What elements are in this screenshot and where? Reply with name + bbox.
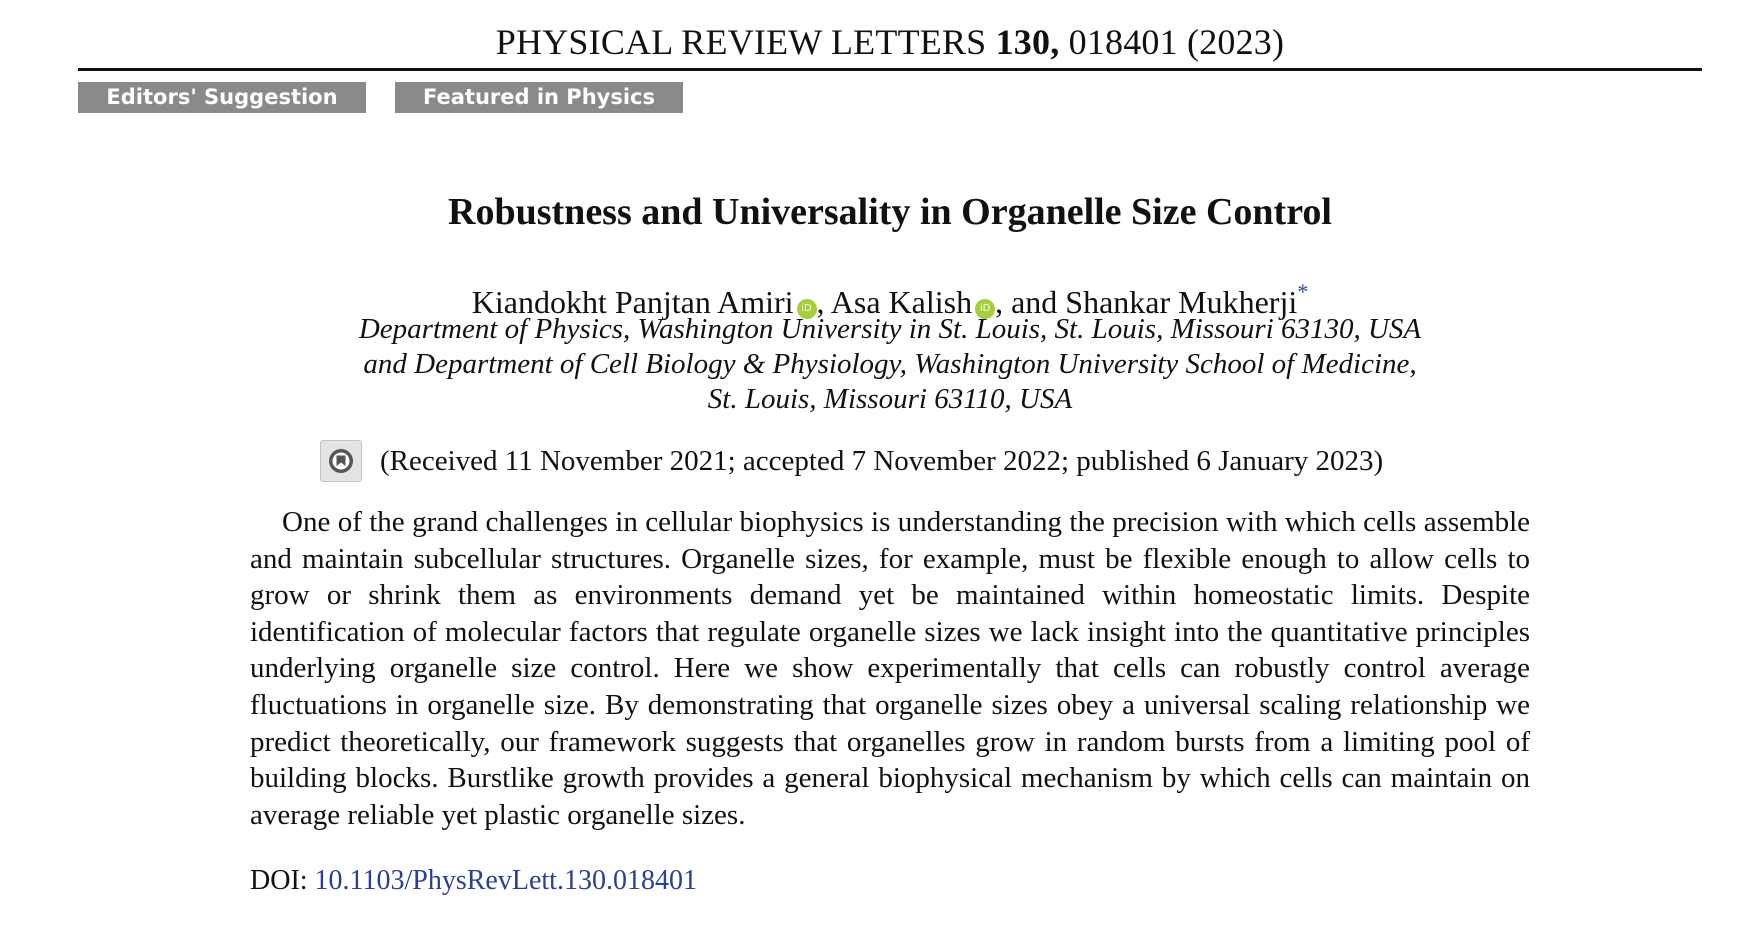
journal-header — [78, 22, 1702, 62]
crossmark-icon[interactable] — [320, 440, 362, 482]
received-text: (Received 11 November 2021; accepted 7 November 2022; published 6 January 2023) — [380, 445, 1384, 477]
orcid-icon[interactable]: iD — [975, 299, 995, 319]
affiliation-line: Department of Physics, Washington University in St. Louis, St. Louis, Missouri 63130, USA — [358, 313, 1422, 345]
received-dates — [320, 440, 1520, 482]
author-name[interactable]: Kiandokht Panjtan Amiri — [471, 284, 794, 320]
doi-label: DOI: — [250, 865, 308, 896]
orcid-icon[interactable]: iD — [797, 299, 817, 319]
doi-link[interactable]: 10.1103/PhysRevLett.130.018401 — [314, 865, 697, 896]
abstract: One of the grand challenges in cellular biophysics is understanding the precision with which cells assemble and maintain subcellular structures. Organelle sizes, for example, must be flexible enough to allow cells to grow or shrink them as environments demand yet be maintained within homeostatic limits. Despite identification of molecular factors that regulate organelle sizes we lack insight into the quantitative principles underlying organelle size control. Here we show experimentally that cells can robustly control average fluctuations in organelle size. By demonstrating that organelle sizes obey a universal scaling relationship we predict theoretically, our framework suggests that organelles grow in random bursts from a limiting pool of building blocks. Burstlike growth provides a general biophysical mechanism by which cells can maintain on average reliable yet plastic organelle sizes. — [250, 506, 1530, 831]
journal-volume: 130, — [995, 22, 1060, 62]
affiliation-line: and Department of Cell Biology & Physiology, Washington University School of Medicine, — [363, 348, 1417, 380]
journal-citation: 018401 (2023) — [1068, 22, 1285, 62]
author-separator: , — [816, 284, 831, 320]
author-name[interactable]: Asa Kalish — [830, 284, 973, 320]
journal-name: PHYSICAL REVIEW LETTERS — [495, 22, 987, 62]
author-separator: , and — [995, 284, 1066, 320]
doi — [250, 863, 697, 899]
editors-suggestion-badge[interactable]: Editors' Suggestion — [78, 82, 366, 113]
article-title: Robustness and Universality in Organelle Size Control — [448, 191, 1332, 233]
featured-in-physics-badge[interactable]: Featured in Physics — [395, 82, 683, 113]
affiliation-line: St. Louis, Missouri 63110, USA — [707, 383, 1073, 415]
header-rule — [78, 68, 1702, 71]
corresponding-author-mark[interactable]: * — [1297, 279, 1309, 304]
author-name[interactable]: Shankar Mukherji — [1065, 284, 1298, 320]
